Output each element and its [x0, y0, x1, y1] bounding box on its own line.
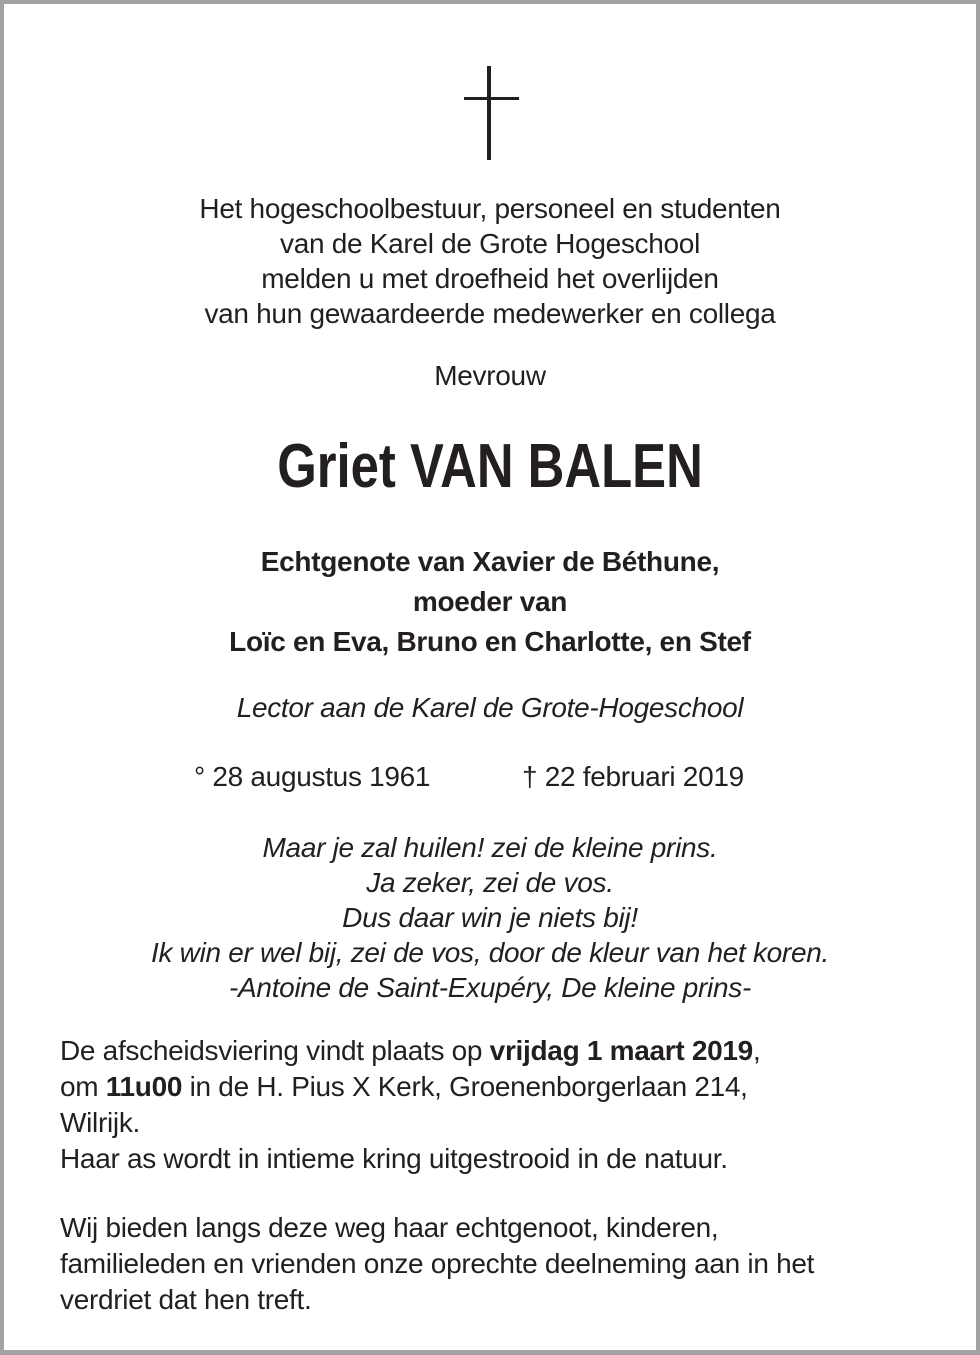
family-line: Echtgenote van Xavier de Béthune, — [260, 546, 720, 577]
ceremony-line — [60, 1034, 960, 1068]
text: in de H. Pius X Kerk, Groenenborgerlaan 214, — [182, 1071, 748, 1102]
family-line: Loïc en Eva, Bruno en Charlotte, en Stef — [229, 626, 751, 657]
condolence-line: familieleden en vrienden onze oprechte deelneming aan in het — [60, 1248, 815, 1279]
ceremony-line: Haar as wordt in intieme kring uitgestrooid in de natuur. — [60, 1143, 728, 1174]
ceremony-line: Wilrijk. — [60, 1107, 141, 1138]
family-line: moeder van — [412, 586, 568, 617]
deceased-name: Griet VAN BALEN — [277, 432, 703, 501]
birth-date: ° 28 augustus 1961 — [194, 761, 431, 792]
condolence-line: Wij bieden langs deze weg haar echtgenoot, kinderen, — [60, 1212, 719, 1243]
ceremony-date: vrijdag 1 maart 2019 — [489, 1035, 753, 1066]
role: Lector aan de Karel de Grote-Hogeschool — [236, 692, 744, 723]
intro-line: van hun gewaardeerde medewerker en collega — [204, 298, 776, 329]
text: om — [60, 1071, 106, 1102]
quote-line: Dus daar win je niets bij! — [342, 902, 638, 933]
quote-line: Ja zeker, zei de vos. — [366, 867, 614, 898]
quote-line: -Antoine de Saint-Exupéry, De kleine prins- — [229, 972, 751, 1003]
intro-line: van de Karel de Grote Hogeschool — [280, 228, 700, 259]
ceremony-line — [60, 1070, 960, 1104]
quote-line: Ik win er wel bij, zei de vos, door de kleur van het koren. — [151, 937, 829, 968]
intro-line: Het hogeschoolbestuur, personeel en studenten — [199, 193, 781, 224]
intro-line: melden u met droefheid het overlijden — [261, 263, 719, 294]
ceremony-time: 11u00 — [105, 1071, 183, 1102]
quote-line: Maar je zal huilen! zei de kleine prins. — [262, 832, 718, 863]
title: Mevrouw — [434, 360, 546, 391]
obituary-notice — [4, 4, 976, 1350]
condolence-line: verdriet dat hen treft. — [60, 1284, 312, 1315]
text: , — [752, 1035, 761, 1066]
death-date: † 22 februari 2019 — [522, 761, 744, 792]
text: De afscheidsviering vindt plaats op — [60, 1035, 490, 1066]
